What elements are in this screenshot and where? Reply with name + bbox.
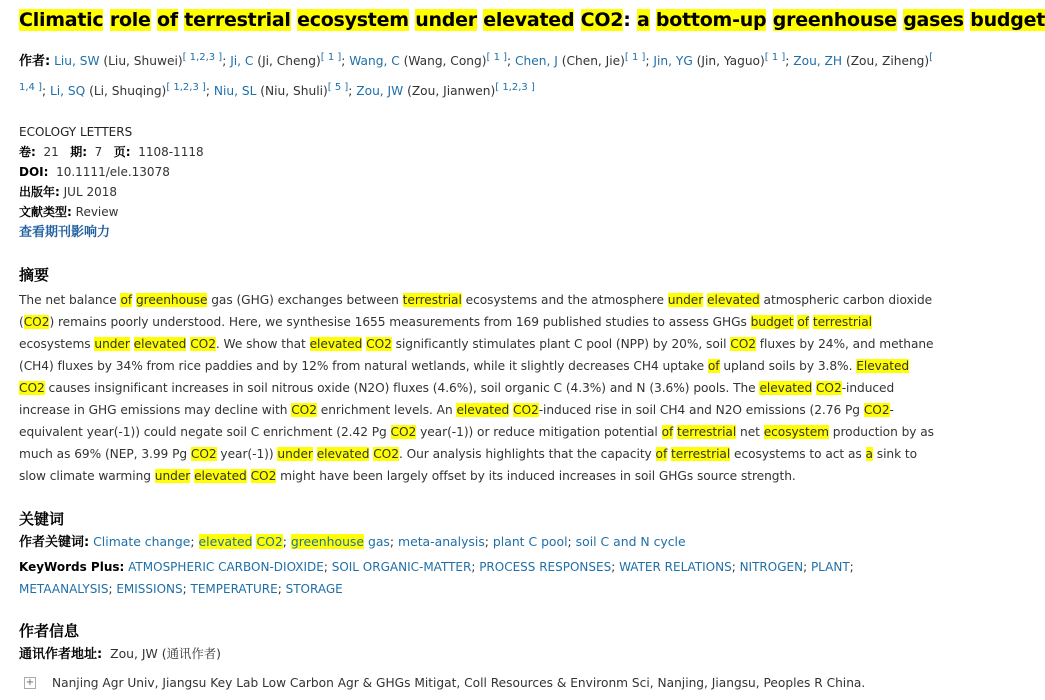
- abstract-segment: CO2: [730, 337, 756, 352]
- abstract-segment: CO2: [190, 447, 217, 462]
- authors-label: 作者:: [19, 54, 51, 70]
- title-segment: greenhouse: [772, 9, 897, 31]
- abstract-segment: elevated: [316, 447, 370, 462]
- author-fullname: (Wang, Cong): [399, 54, 487, 69]
- abstract-segment: net: [736, 425, 764, 440]
- title-segment: [103, 9, 109, 31]
- corresponding-address-row: [19, 644, 934, 665]
- abstract-segment: elevated: [456, 403, 510, 418]
- separator: ;: [282, 534, 291, 550]
- abstract-segment: a: [865, 447, 873, 462]
- volume-label: 卷:: [19, 145, 36, 160]
- keywords-plus-link[interactable]: EMISSIONS: [116, 582, 183, 597]
- title-segment: ecosystem: [297, 9, 409, 31]
- institution-text: Nanjing Agr Univ, Jiangsu Key Lab Low Carbon Agr & GHGs Mitigat, Coll Resources & Environm Sci, Nanjing, Jiangsu, Peoples R China.: [52, 676, 866, 691]
- abstract-segment: elevated: [759, 381, 813, 396]
- keywords-plus-list: [19, 560, 854, 596]
- separator: ;: [341, 54, 350, 69]
- author-fullname: (Niu, Shuli): [256, 84, 328, 99]
- author-affiliation-ref[interactable]: [ 1,2,3 ]: [166, 82, 206, 94]
- separator: ;: [645, 54, 654, 69]
- abstract-segment: terrestrial: [677, 425, 737, 440]
- separator: ;: [222, 54, 231, 69]
- abstract-segment: CO2: [815, 381, 842, 396]
- separator: ;: [389, 534, 398, 550]
- author-fullname: (Li, Shuqing): [85, 84, 167, 99]
- abstract-segment: elevated: [707, 293, 760, 308]
- author-keyword-link[interactable]: [398, 534, 485, 549]
- corresp-label: 通讯作者地址:: [19, 647, 103, 663]
- author-keyword-link[interactable]: [93, 534, 190, 549]
- abstract-segment: CO2: [23, 315, 50, 330]
- source-info: [19, 122, 934, 243]
- doctype-row: [19, 202, 934, 222]
- keyword-segment: Climate change: [93, 534, 191, 550]
- separator: ;: [785, 54, 794, 69]
- abstract-segment: ecosystems to act as: [730, 447, 866, 462]
- author-link[interactable]: Zou, JW: [356, 84, 404, 99]
- author-fullname: (Zou, Ziheng): [842, 54, 930, 69]
- abstract-segment: causes insignificant increases in soil nitrous oxide (N2O) fluxes (4.6%), soil organic C (4.3%) and N (3.6%) pools. The: [44, 381, 760, 396]
- pubyear-row: [19, 182, 934, 202]
- abstract-segment: -equivalent year(-1)) could negate soil C enrichment (2.42 Pg: [19, 403, 894, 440]
- author-keyword-link[interactable]: [291, 534, 390, 549]
- volume-issue-pages: [19, 142, 934, 162]
- separator: ;: [507, 54, 516, 69]
- keywords-plus-link[interactable]: METAANALYSIS: [19, 582, 109, 597]
- keywords-plus-link[interactable]: WATER RELATIONS: [619, 560, 732, 575]
- abstract-segment: of: [707, 359, 720, 374]
- abstract-segment: elevated: [309, 337, 363, 352]
- keywords-plus-link[interactable]: STORAGE: [285, 582, 343, 597]
- abstract-segment: terrestrial: [671, 447, 731, 462]
- author-affiliation-ref[interactable]: [ 5 ]: [327, 82, 349, 94]
- author-info-heading: 作者信息: [19, 622, 80, 641]
- abstract-segment: . Our analysis highlights that the capacity: [398, 447, 656, 462]
- abstract-segment: CO2: [366, 337, 392, 352]
- abstract-segment: of: [661, 425, 674, 440]
- abstract-segment: fluxes by 24%, and methane (CH4) fluxes by 34% from rice paddies and by 12% from natural wetlands, while it slightly decreases CH4 uptake: [19, 337, 934, 374]
- abstract-segment: CO2: [863, 403, 890, 418]
- abstract-segment: . We show that: [215, 337, 310, 352]
- abstract-segment: under: [154, 469, 191, 484]
- author-affiliation-ref[interactable]: [ 1 ]: [764, 52, 786, 63]
- keywords-plus-label: KeyWords Plus:: [19, 560, 125, 575]
- abstract-segment: might have been largely offset by its induced increases in soil GHGs source strength.: [276, 469, 796, 484]
- author-affiliation-ref[interactable]: [ 1,4 ]: [19, 52, 934, 94]
- authors-list: [19, 54, 933, 98]
- separator: ;: [849, 560, 854, 575]
- abstract-segment: ecosystems and the atmosphere: [461, 293, 668, 308]
- abstract-segment: Elevated: [856, 359, 910, 374]
- abstract-segment: under: [277, 447, 313, 462]
- author-link[interactable]: Niu, SL: [213, 84, 257, 99]
- author-affiliation-ref[interactable]: [ 1 ]: [486, 52, 508, 63]
- abstract-segment: under: [94, 337, 130, 352]
- author-keywords-row: [19, 531, 934, 554]
- abstract-segment: CO2: [19, 381, 45, 396]
- author-link[interactable]: Wang, C: [349, 54, 400, 69]
- separator: ;: [190, 534, 199, 550]
- keyword-segment: greenhouse: [290, 534, 365, 550]
- keyword-segment: meta-analysis: [398, 534, 485, 550]
- title-segment: Climatic: [19, 9, 104, 31]
- author-fullname: (Zou, Jianwen): [403, 84, 496, 99]
- abstract-heading: 摘要: [19, 266, 50, 285]
- doctype-value: Review: [75, 205, 119, 220]
- abstract-segment: terrestrial: [402, 293, 462, 308]
- abstract-segment: production by as much as 69% (NEP, 3.99 Pg: [19, 425, 934, 462]
- author-affiliation-ref[interactable]: [ 1 ]: [320, 52, 342, 63]
- separator: ;: [471, 560, 480, 575]
- author-fullname: (Ji, Cheng): [253, 54, 321, 69]
- separator: ;: [182, 582, 191, 597]
- title-segment: [574, 9, 580, 31]
- abstract-segment: under: [667, 293, 704, 308]
- abstract-segment: year(-1)) or reduce mitigation potential: [416, 425, 662, 440]
- title-segment: budget: [970, 9, 1045, 31]
- keywords-plus-row: [19, 556, 934, 600]
- separator: ;: [484, 534, 493, 550]
- abstract-segment: year(-1)): [216, 447, 278, 462]
- pages-value: 1108-1118: [138, 145, 204, 160]
- abstract-segment: -induced increase in GHG emissions may decline with: [19, 381, 895, 418]
- separator: ;: [41, 84, 50, 99]
- abstract-segment: -induced rise in soil CH4 and N2O emissions (2.76 Pg: [538, 403, 864, 418]
- keywords-plus-link[interactable]: PLANT: [810, 560, 850, 575]
- abstract-segment: terrestrial: [812, 315, 872, 330]
- author-fullname: (Liu, Shuwei): [99, 54, 183, 69]
- title-segment: CO2: [580, 9, 624, 31]
- author-link[interactable]: Chen, J: [515, 54, 558, 69]
- author-link[interactable]: Zou, ZH: [793, 54, 843, 69]
- abstract-segment: The net balance: [19, 293, 121, 308]
- pages-label: 页:: [113, 145, 131, 160]
- author-fullname: (Chen, Jie): [557, 54, 625, 69]
- authors-block: [19, 45, 934, 104]
- pubyear-value: JUL 2018: [63, 185, 118, 200]
- title-segment: bottom-up: [655, 9, 767, 31]
- author-fullname: (Jin, Yaguo): [692, 54, 765, 69]
- abstract-segment: upland soils by 3.8%.: [719, 359, 857, 374]
- doi-label: DOI:: [19, 165, 49, 180]
- abstract-segment: of: [655, 447, 668, 462]
- keywords-plus-link[interactable]: PROCESS RESPONSES: [479, 560, 612, 575]
- issue-label: 期:: [70, 145, 87, 160]
- abstract-segment: atmospheric carbon dioxide (: [19, 293, 933, 330]
- abstract-segment: enrichment levels. An: [316, 403, 457, 418]
- title-segment: terrestrial: [184, 9, 291, 31]
- abstract-segment: ecosystems: [19, 337, 95, 352]
- author-link[interactable]: Jin, YG: [653, 54, 693, 69]
- institution-row: [19, 673, 934, 693]
- author-link[interactable]: Liu, SW: [54, 54, 100, 69]
- title-segment: :: [623, 9, 637, 31]
- corresp-value: Zou, JW (通讯作者): [110, 646, 221, 662]
- abstract-segment: CO2: [390, 425, 417, 440]
- keyword-segment: CO2: [256, 534, 283, 550]
- abstract-segment: [247, 469, 251, 483]
- abstract-segment: CO2: [291, 403, 317, 418]
- separator: ;: [567, 534, 576, 550]
- author-affiliation-ref[interactable]: [ 1 ]: [624, 52, 646, 63]
- keywords-plus-link[interactable]: TEMPERATURE: [190, 582, 278, 597]
- keyword-segment: elevated: [198, 534, 253, 550]
- title-segment: under: [415, 9, 477, 31]
- separator: ;: [348, 84, 357, 99]
- abstract-segment: greenhouse: [135, 293, 208, 308]
- abstract-segment: of: [797, 315, 810, 330]
- expand-icon[interactable]: +: [25, 677, 35, 689]
- doi-row: [19, 162, 934, 182]
- separator: ;: [277, 582, 286, 597]
- abstract-segment: ) remains poorly understood. Here, we synthesise 1655 measurements from 169 published studies to assess GHGs: [49, 315, 751, 330]
- author-keyword-link[interactable]: [199, 534, 283, 549]
- author-affiliation-ref[interactable]: [ 1,2,3 ]: [495, 82, 535, 94]
- keywords-heading: 关键词: [19, 510, 65, 529]
- abstract-segment: elevated: [133, 337, 187, 352]
- journal-impact-link[interactable]: 查看期刊影响力: [19, 225, 111, 241]
- volume-value: 21: [43, 145, 59, 160]
- title-segment: gases: [903, 9, 964, 31]
- abstract-segment: CO2: [512, 403, 539, 418]
- title-segment: role: [109, 9, 151, 31]
- issue-value: 7: [94, 145, 103, 160]
- separator: ;: [731, 560, 740, 575]
- abstract-segment: CO2: [373, 447, 399, 462]
- article-title: [19, 6, 1045, 34]
- doi-value: 10.1111/ele.13078: [56, 165, 170, 180]
- separator: ;: [205, 84, 214, 99]
- author-keywords-label: 作者关键词:: [19, 535, 90, 551]
- separator: ;: [108, 582, 117, 597]
- record-page: [19, 0, 1045, 693]
- author-link[interactable]: Li, SQ: [49, 84, 86, 99]
- abstract-segment: significantly stimulates plant C pool (NPP) by 20%, soil: [391, 337, 731, 352]
- keywords-plus-link[interactable]: NITROGEN: [739, 560, 804, 575]
- abstract-segment: sink to slow climate warming: [19, 447, 918, 484]
- separator: ;: [611, 560, 620, 575]
- author-keyword-link[interactable]: [493, 534, 568, 549]
- separator: ;: [803, 560, 811, 575]
- title-segment: [766, 9, 772, 31]
- abstract-segment: gas (GHG) exchanges between: [207, 293, 403, 308]
- keywords-plus-link[interactable]: SOIL ORGANIC-MATTER: [331, 560, 472, 575]
- author-link[interactable]: Ji, C: [230, 54, 254, 69]
- separator: ;: [323, 560, 332, 575]
- abstract-segment: CO2: [190, 337, 216, 352]
- abstract-segment: elevated: [194, 469, 247, 484]
- keyword-segment: soil C and N cycle: [575, 534, 686, 550]
- pubyear-label: 出版年:: [19, 185, 60, 200]
- keyword-segment: plant C pool: [492, 534, 568, 550]
- title-segment: a: [636, 9, 650, 31]
- abstract-text: [19, 289, 934, 487]
- author-keyword-link[interactable]: [576, 534, 686, 549]
- title-segment: [650, 9, 656, 31]
- keyword-segment: gas: [364, 534, 390, 550]
- doctype-label: 文献类型:: [19, 205, 72, 220]
- title-segment: elevated: [483, 9, 575, 31]
- abstract-segment: of: [120, 293, 133, 308]
- abstract-segment: ecosystem: [763, 425, 829, 440]
- author-keywords-list: [93, 534, 685, 549]
- keywords-plus-link[interactable]: ATMOSPHERIC CARBON-DIOXIDE: [128, 560, 324, 575]
- title-segment: of: [157, 9, 178, 31]
- abstract-segment: budget: [750, 315, 794, 330]
- abstract-segment: CO2: [250, 469, 277, 484]
- author-affiliation-ref[interactable]: [ 1,2,3 ]: [182, 52, 223, 63]
- journal-name: ECOLOGY LETTERS: [19, 125, 133, 140]
